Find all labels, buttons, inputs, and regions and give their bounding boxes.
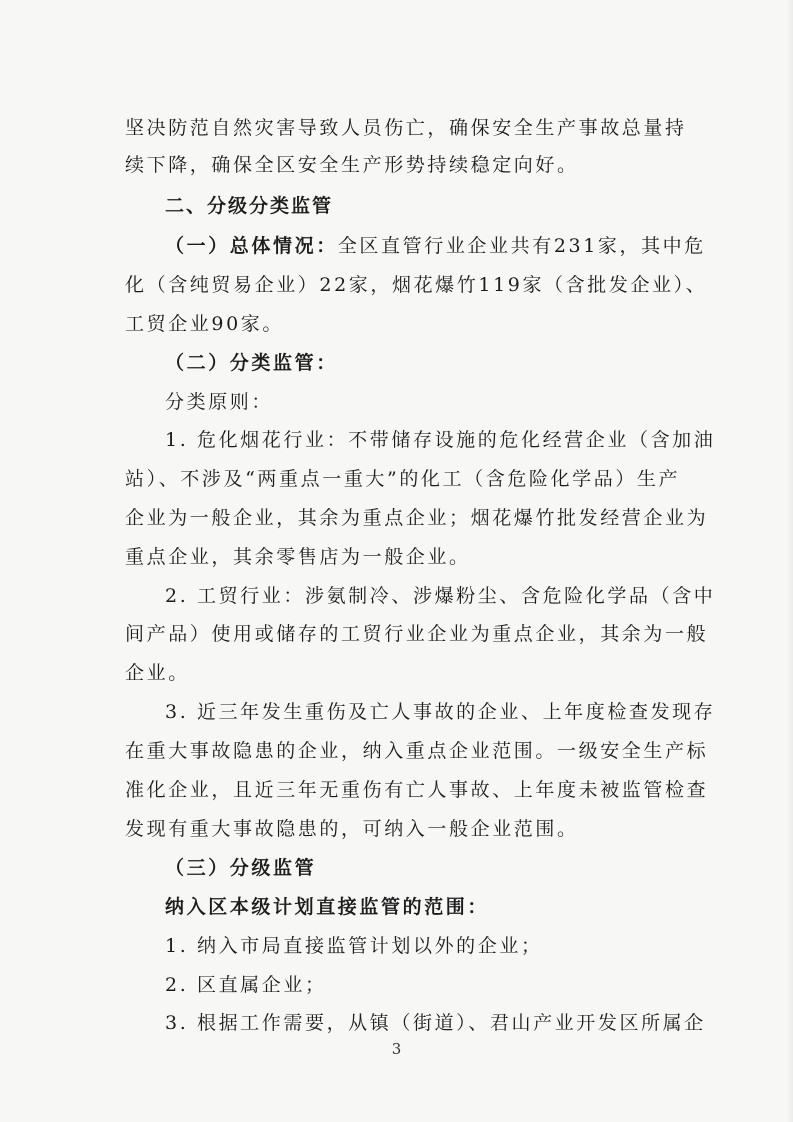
subsection-3-title: （三）分级监管: [165, 857, 317, 879]
scan-edge: [787, 0, 793, 1122]
body-line: 化（含纯贸易企业）22家，烟花爆竹119家（含批发企业）、: [125, 274, 708, 296]
body-line: 发现有重大事故隐患的，可纳入一般企业范围。: [125, 818, 579, 840]
scope-item-3: 3. 根据工作需要，从镇（街道）、君山产业开发区所属企: [165, 1012, 706, 1034]
scope-heading: 纳入区本级计划直接监管的范围：: [165, 896, 490, 918]
body-line: 间产品）使用或储存的工贸行业企业为重点企业，其余为一般: [125, 623, 709, 645]
body-line: 重点企业，其余零售店为一般企业。: [125, 546, 471, 568]
principle-1-line: 1. 危化烟花行业：不带储存设施的危化经营企业（含加油: [165, 429, 716, 451]
body-line: 工贸企业90家。: [125, 313, 284, 335]
section-heading-2: 二、分级分类监管: [165, 195, 334, 217]
body-line: 续下降，确保全区安全生产形势持续稳定向好。: [125, 154, 579, 176]
body-line: 企业。: [125, 662, 190, 684]
subsection-1-title: （一）总体情况：: [165, 235, 338, 257]
classification-principle-label: 分类原则：: [165, 391, 274, 413]
body-line: 准化企业，且近三年无重伤有亡人事故、上年度未被监管检查: [125, 779, 709, 801]
subsection-1-line: [165, 234, 706, 258]
scope-item-1: 1. 纳入市局直接监管计划以外的企业；: [165, 935, 543, 957]
body-line: 企业为一般企业，其余为重点企业；烟花爆竹批发经营企业为: [125, 507, 709, 529]
body-line: 坚决防范自然灾害导致人员伤亡，确保安全生产事故总量持: [125, 117, 687, 139]
subsection-1-text: 全区直管行业企业共有231家，其中危: [337, 235, 706, 257]
principle-2-line: 2. 工贸行业：涉氨制冷、涉爆粉尘、含危险化学品（含中: [165, 585, 716, 607]
page-number: 3: [391, 1040, 402, 1058]
scope-item-2: 2. 区直属企业；: [165, 974, 327, 996]
subsection-2-title: （二）分类监管：: [165, 352, 338, 374]
principle-3-line: 3. 近三年发生重伤及亡人事故的企业、上年度检查发现存: [165, 701, 716, 723]
body-line: 在重大事故隐患的企业，纳入重点企业范围。一级安全生产标: [125, 740, 709, 762]
body-line: 站）、不涉及“两重点一重大”的化工（含危险化学品）生产: [125, 468, 681, 490]
